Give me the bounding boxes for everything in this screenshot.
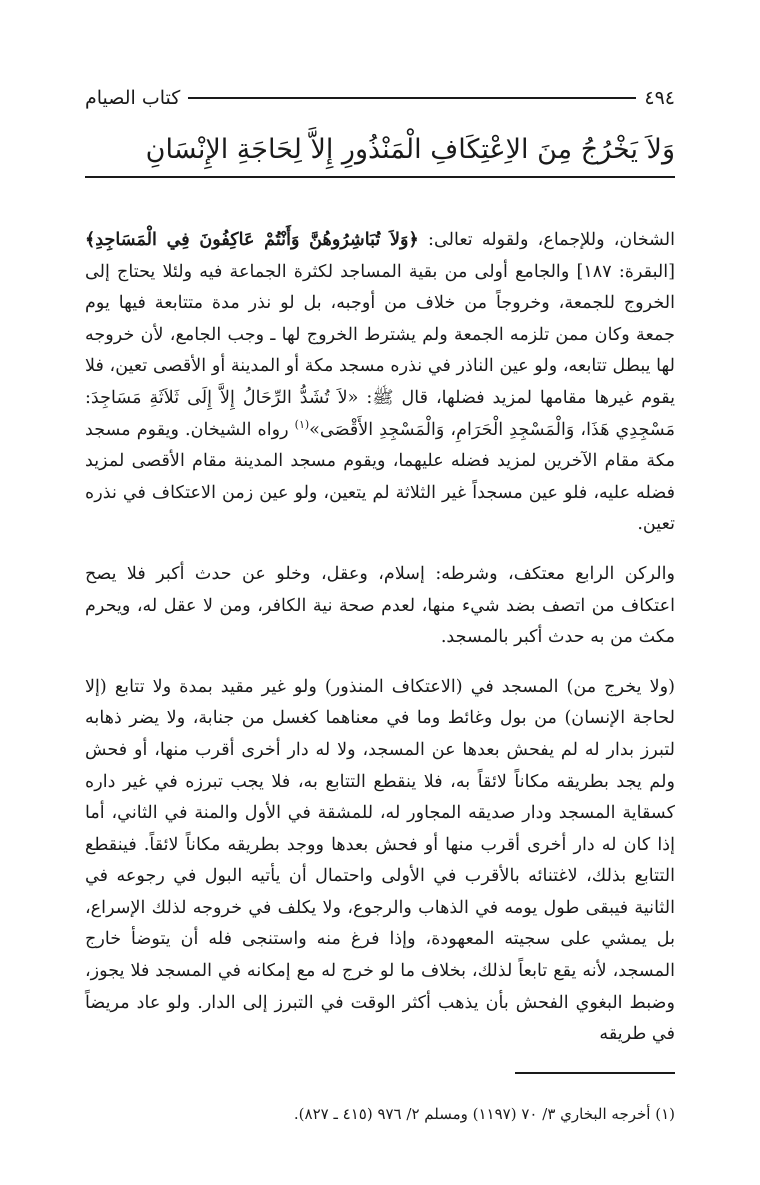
paragraph-text: [البقرة: ١٨٧] والجامع أولى من بقية المساجد لكثرة الجماعة فيه ولئلا يحتاج إلى الخروج للجمعة، وخروجاً من خلاف من أوجبه، بل لو نذر مدة متتابعة فيها يوم جمعة وكان ممن تلزمه الجمعة ولم يشترط الخروج لها ـ وجب الجامع، لأن خروجه لها يبطل تتابعه، ولو عين الناذر في نذره مسجد مكة أو المدينة أو الأقصى تعين، فلا يقوم غيرها مقامها لمزيد فضلها، قال ﷺ: «لاَ تُشَدُّ الرِّحَالُ إِلاَّ إِلَى ثَلاَثَةِ مَسَاجِدَ: مَسْجِدِي هَذَا، وَالْمَسْجِدِ الْحَرَامِ، وَالْمَسْجِدِ الأَقْصَى» — [85, 261, 675, 440]
paragraph-lead: الشخان، وللإجماع، ولقوله تعالى: — [418, 230, 676, 250]
paragraph — [85, 224, 675, 541]
commentary-text — [85, 224, 675, 1051]
page-number: ٤٩٤ — [644, 87, 675, 109]
paragraph: والركن الرابع معتكف، وشرطه: إسلام، وعقل، وخلو عن حدث أكبر فلا يصح اعتكاف من اتصف بضد شيء منها، لعدم صحة نية الكافر، ومن لا عقل له، ويحرم مكث من به حدث أكبر بالمسجد. — [85, 563, 675, 648]
quran-quote: ﴿وَلاَ تُبَاشِرُوهُنَّ وَأَنْتُمْ عَاكِفُونَ فِي الْمَسَاجِدِ﴾ — [85, 229, 419, 250]
header-rule — [188, 97, 636, 99]
matn-rule — [85, 176, 675, 178]
running-header — [85, 82, 675, 114]
matn-heading: وَلاَ يَخْرُجُ مِنَ الاِعْتِكَافِ الْمَنْذُورِ إِلاَّ لِحَاجَةِ الإِنْسَانِ — [145, 134, 675, 165]
footnote: (١) أخرجه البخاري ٣/ ٧٠ (١١٩٧) ومسلم ٢/ ٩٧٦ (٤١٥ ـ ٨٢٧). — [293, 1105, 675, 1123]
book-title: كتاب الصيام — [85, 87, 181, 109]
paragraph-text: رواه الشيخان. ويقوم مسجد مكة مقام الآخرين لمزيد فضله عليهما، ويقوم مسجد المدينة مقام الأقصى لمزيد فضله عليه، فلو عين مسجداً غير الثلاثة لم يتعين، ولو عين زمن الاعتكاف في نذره تعين. — [85, 419, 675, 535]
footnote-rule — [515, 1072, 675, 1074]
footnote-reference: (١) — [294, 417, 310, 431]
paragraph: (ولا يخرج من) المسجد في (الاعتكاف المنذور) ولو غير مقيد بمدة ولا تتابع (إلا لحاجة الإنسان) من بول وغائط وما في معناهما كغسل من جنابة، ولا يضر ذهابه لتبرز بدار له لم يفحش بعدها عن المسجد، ولا له دار أخرى أقرب منها، أو فحش ولم يجد بطريقه مكاناً لائقاً به، فلا ينقطع التتابع به، فلا يجب تبرزه في غير داره كسقاية المسجد ودار صديقه المجاور له، للمشقة في الأول والمنة في الثاني، أما إذا كان له دار أخرى أقرب منها أو فحش بعدها ووجد بطريقه مكاناً لائقاً. فينقطع التتابع بذلك، لاغتنائه بالأقرب في الأولى واحتمال أن يأتيه البول في رجوعه في الثانية فيبقى طول يومه في الذهاب والرجوع، ولا يكلف في خروجه لذلك الإسراع، بل يمشي على سجيته المعهودة، وإذا فرغ منه واستنجى فله أن يتوضأ خارج المسجد، لأنه يقع تابعاً لذلك، بخلاف ما لو خرج له مع إمكانه في المسجد فلا يجوز، وضبط البغوي الفحش بأن يذهب أكثر الوقت في التبرز إلى الدار. ولو عاد مريضاً في طريقه — [85, 676, 676, 1045]
